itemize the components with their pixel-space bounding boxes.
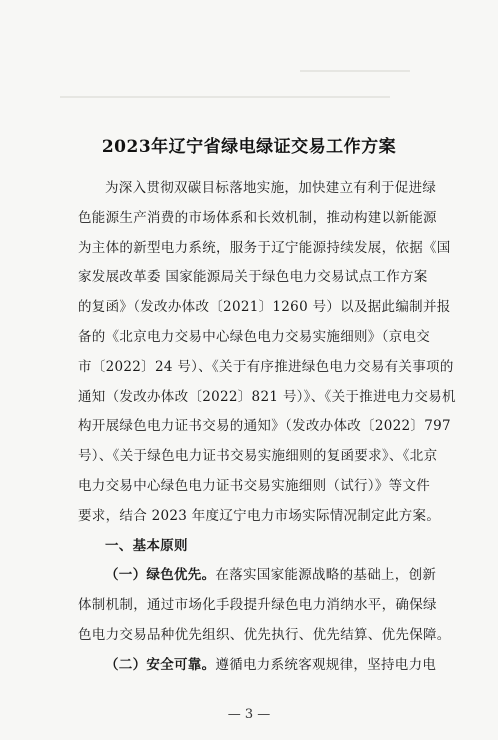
body-line: 备的《北京电力交易中心绿色电力交易实施细则》（京电交 <box>78 328 431 345</box>
principle-label: （二）安全可靠。 <box>105 656 216 673</box>
page-number: — 3 — <box>227 707 271 722</box>
body-line: 市〔2022〕24 号）、《关于有序推进绿色电力交易有关事项的 <box>78 358 454 375</box>
body-line: 色电力交易品种优先组织、优先执行、优先结算、优先保障。 <box>78 626 451 643</box>
body-line: 色能源生产消费的市场体系和长效机制，推动构建以新能源 <box>78 209 437 226</box>
document-body <box>78 174 456 681</box>
document-title: 2023年辽宁省绿电绿证交易工作方案 <box>101 137 397 157</box>
principle-text: 遵循电力系统客观规律，坚持电力电 <box>215 656 437 673</box>
principle-line <box>78 561 450 591</box>
bleed-through-mark <box>300 70 410 72</box>
body-line: 号）、《关于绿色电力证书交易实施细则的复函要求》、《北京 <box>78 448 438 465</box>
body-line: 通知（发改办体改〔2022〕821 号）》、《关于推进电力交易机 <box>78 388 456 405</box>
body-line: 的复函》（发改办体改〔2021〕1260 号）以及据此编制并报 <box>78 299 451 316</box>
section-heading: 一、基本原则 <box>105 537 188 554</box>
body-line: 要求，结合 2023 年度辽宁电力市场实际情况制定此方案。 <box>78 507 441 524</box>
body-line: 体制机制，通过市场化手段提升绿色电力消纳水平，确保绿 <box>78 597 437 614</box>
body-line: 构开展绿色电力证书交易的通知》（发改办体改〔2022〕797 <box>78 418 451 435</box>
principle-text: 在落实国家能源战略的基础上，创新 <box>215 567 437 584</box>
principle-label: （一）绿色优先。 <box>105 567 216 584</box>
body-line: 家发展改革委 国家能源局关于绿色电力交易试点工作方案 <box>78 269 428 286</box>
body-line: 为深入贯彻双碳目标落地实施，加快建立有利于促进绿 <box>105 180 437 196</box>
body-line: 电力交易中心绿色电力证书交易实施细则（试行）》等文件 <box>78 477 431 494</box>
body-line: 为主体的新型电力系统，服务于辽宁能源持续发展，依据《国 <box>78 239 451 256</box>
bleed-through-mark <box>60 96 390 98</box>
principle-line <box>78 651 450 681</box>
